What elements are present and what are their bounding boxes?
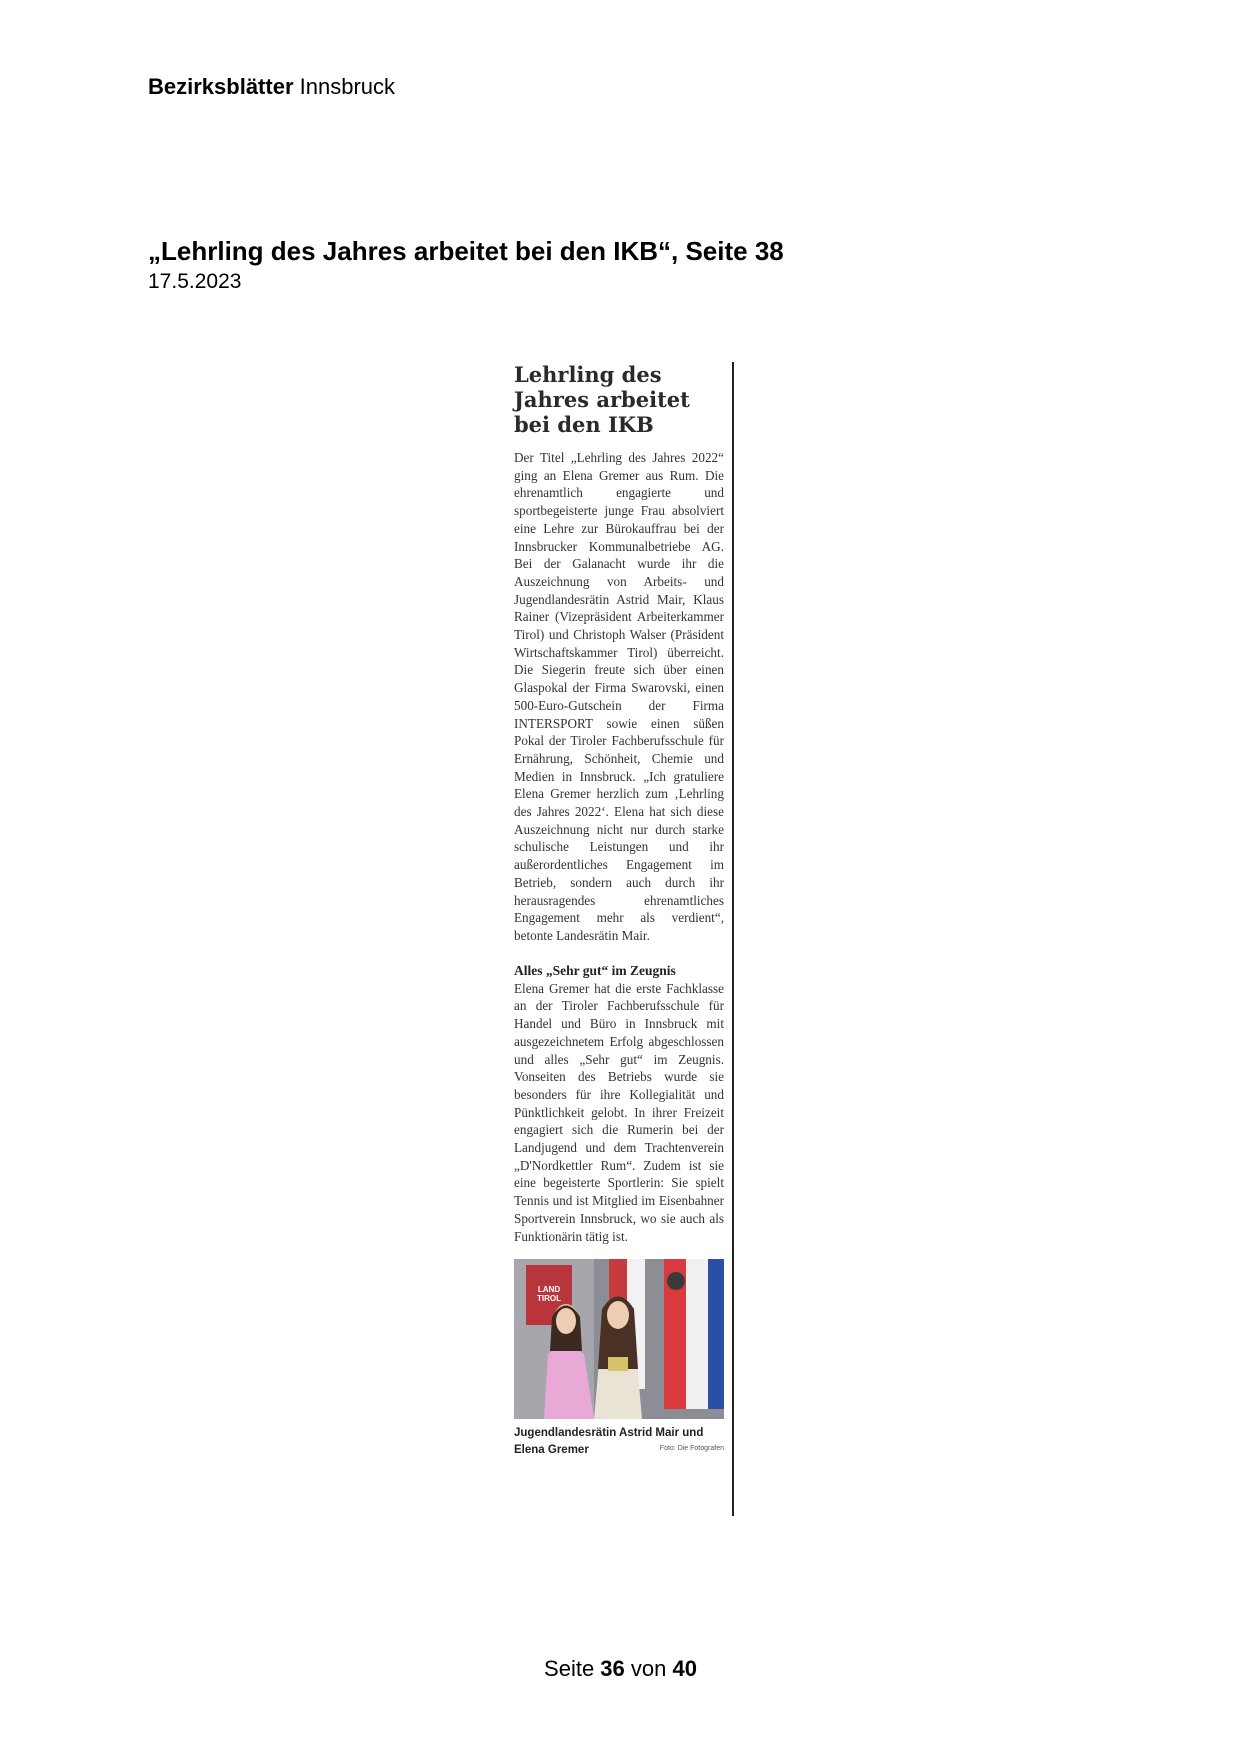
- photo-credit: Foto: Die Fotografen: [659, 1445, 724, 1453]
- clipping-paragraph-2: Elena Gremer hat die erste Fachklasse an der Tiroler Fachberufsschule für Handel und Büro in Innsbruck mit ausgezeichnetem Erfolg abgeschlossen und alles „Sehr gut“ im Zeugnis. Vonseiten des Betriebs wurde sie besonders für ihre Kollegialität und Pünktlichkeit gelobt. In ihrer Freizeit engagiert sich die Rumerin bei der Landjugend und dem Trachtenverein „D'Nordkettler Rum“. Zudem ist sie eine begeisterte Sportlerin: Sie spielt Tennis und ist Mitglied im Eisenbahner Sportverein Innsbruck, wo sie auch als Funktionärin tätig ist.: [514, 980, 724, 1244]
- footer-prefix: Seite: [544, 1656, 601, 1681]
- clipping-subheading: Alles „Sehr gut“ im Zeugnis: [514, 962, 676, 978]
- article-headline: „Lehrling des Jahres arbeitet bei den IKB“, Seite 38: [148, 236, 784, 266]
- photo-sign: LAND TIROL: [537, 1285, 561, 1304]
- newspaper-clipping: [506, 362, 734, 1516]
- footer-page-number: 36: [600, 1656, 625, 1681]
- publication-name-city: Innsbruck: [293, 74, 396, 99]
- clipping-title: Lehrling des Jahres arbeitet bei den IKB: [514, 362, 690, 437]
- photo-caption: [514, 1425, 724, 1459]
- publication-name: [148, 74, 395, 100]
- footer-total-pages: 40: [672, 1656, 697, 1681]
- footer-middle: von: [624, 1656, 673, 1681]
- photo-caption-text: Jugendlandesrätin Astrid Mair und Elena Gremer: [514, 1427, 704, 1457]
- clipping-paragraph-1: Der Titel „Lehrling des Jahres 2022“ ging an Elena Gremer aus Rum. Die ehrenamtlich engagierte und sportbegeisterte junge Frau absolviert eine Lehre zur Bürokauffrau bei der Innsbrucker Kommunalbetriebe AG. Bei der Galanacht wurde ihr die Auszeichnung von Arbeits- und Jugendlandesrätin Astrid Mair, Klaus Rainer (Vizepräsident Arbeiterkammer Tirol) und Christoph Walser (Präsident Wirtschaftskammer Tirol) überreicht. Die Siegerin freute sich über einen Glaspokal der Firma Swarovski, einen 500-Euro-Gutschein der Firma INTERSPORT sowie einen süßen Pokal der Tiroler Fachberufsschule für Ernährung, Schönheit, Chemie und Medien in Innsbruck. „Ich gratuliere Elena Gremer herzlich zum ‚Lehrling des Jahres 2022‘. Elena hat sich diese Auszeichnung nicht nur durch starke schulische Leistungen und ihr außerordentliches Engagement im Betrieb, sondern auch durch ihr herausragendes ehrenamtliches Engagement mehr als verdient“, betonte Landesrätin Mair.: [514, 450, 724, 943]
- photo-illustration: [514, 1259, 724, 1419]
- article-date: 17.5.2023: [148, 270, 242, 293]
- page-footer: [0, 1656, 1241, 1682]
- publication-name-bold: Bezirksblätter: [148, 74, 294, 99]
- clipping-photo: [514, 1259, 724, 1419]
